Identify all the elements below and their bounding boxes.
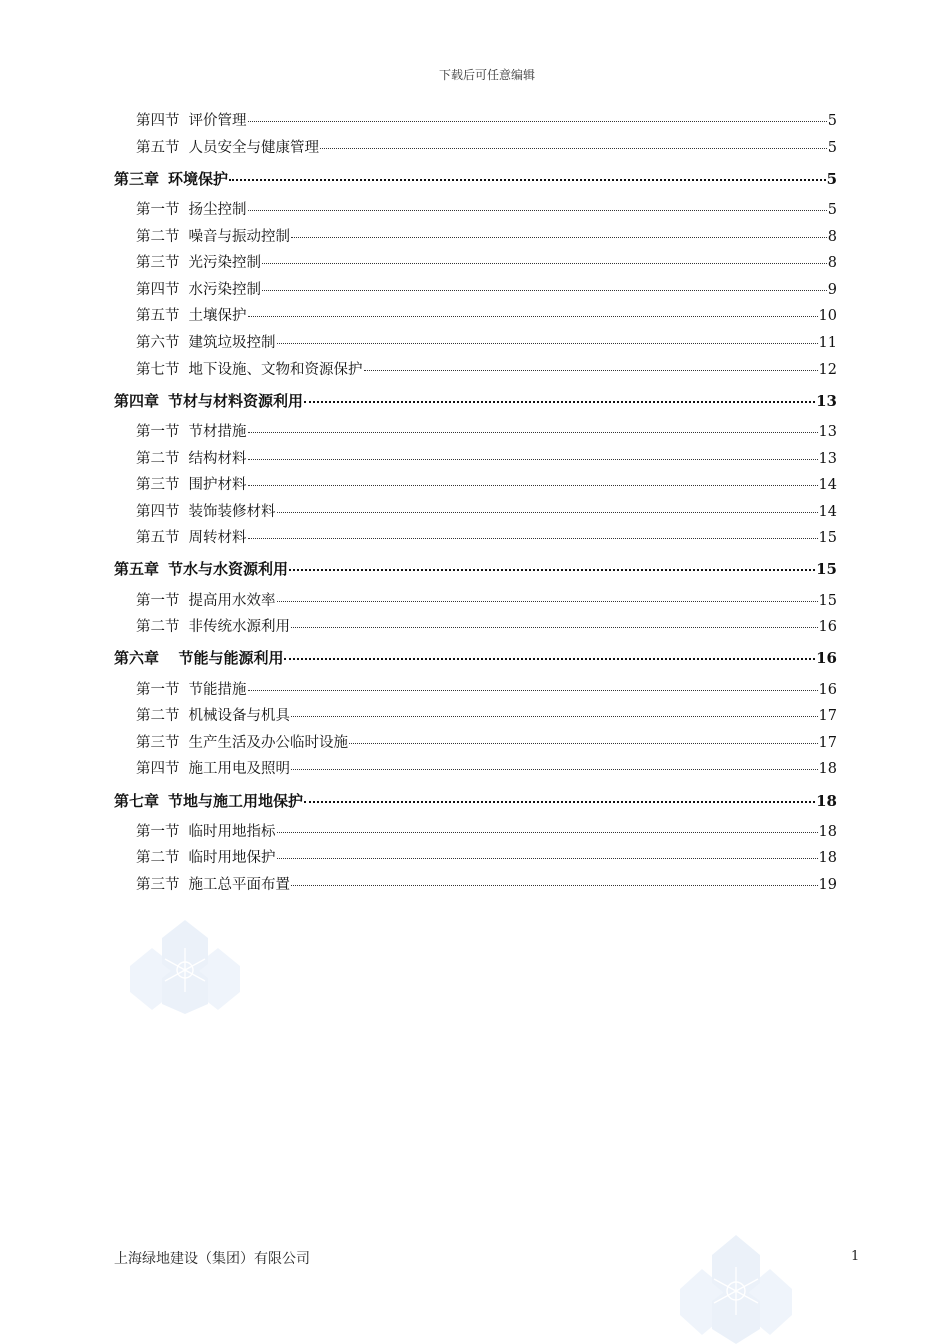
toc-section-entry[interactable] bbox=[114, 357, 837, 384]
toc-dot-leader bbox=[291, 716, 818, 717]
toc-entry-number: 第二节 bbox=[136, 450, 180, 467]
footer-company: 上海绿地建设（集团）有限公司 bbox=[114, 1251, 310, 1267]
toc-section-entry[interactable] bbox=[114, 250, 837, 277]
toc-section-entry[interactable] bbox=[114, 756, 837, 783]
toc-entry-title: 噪音与振动控制 bbox=[188, 228, 290, 245]
toc-entry-title: 节材措施 bbox=[188, 423, 247, 440]
toc-entry-title: 节能措施 bbox=[188, 681, 247, 698]
toc-entry-number: 第四节 bbox=[136, 503, 180, 520]
toc-entry-page: 15 bbox=[816, 560, 837, 579]
toc-entry-page: 19 bbox=[818, 876, 837, 893]
toc-entry-page: 5 bbox=[827, 201, 837, 218]
toc-entry-number: 第四节 bbox=[136, 281, 180, 298]
toc-entry-number: 第三节 bbox=[136, 477, 180, 494]
toc-entry-title: 节能与能源利用 bbox=[168, 649, 284, 668]
header-note: 下载后可任意编辑 bbox=[438, 68, 535, 82]
toc-entry-number: 第三节 bbox=[136, 876, 180, 893]
toc-entry-page: 16 bbox=[816, 649, 837, 668]
toc-entry-page: 5 bbox=[826, 169, 837, 188]
toc-dot-leader bbox=[277, 343, 818, 344]
toc-entry-title: 地下设施、文物和资源保护 bbox=[188, 361, 363, 378]
toc-entry-page: 15 bbox=[818, 592, 837, 609]
toc-dot-leader bbox=[289, 569, 815, 571]
toc-chapter-entry[interactable] bbox=[114, 788, 837, 815]
toc-section-entry[interactable] bbox=[114, 224, 837, 251]
toc-section-entry[interactable] bbox=[114, 499, 837, 526]
toc-entry-title: 水污染控制 bbox=[188, 281, 261, 298]
toc-chapter-entry[interactable] bbox=[114, 388, 837, 415]
toc-entry-page: 14 bbox=[818, 503, 837, 520]
watermark-flower-icon bbox=[680, 1235, 792, 1344]
toc-dot-leader bbox=[320, 148, 827, 149]
toc-entry-number: 第六节 bbox=[136, 334, 180, 351]
toc-entry-page: 18 bbox=[818, 823, 837, 840]
toc-dot-leader bbox=[262, 290, 827, 291]
toc-entry-number: 第四节 bbox=[136, 113, 180, 129]
toc-entry-title: 施工总平面布置 bbox=[188, 876, 290, 893]
toc-entry-title: 节地与施工用地保护 bbox=[168, 791, 304, 810]
toc-section-entry[interactable] bbox=[114, 330, 837, 357]
toc-entry-title: 临时用地保护 bbox=[188, 850, 276, 867]
toc-dot-leader bbox=[291, 885, 818, 886]
toc-entry-number: 第二节 bbox=[136, 228, 180, 245]
toc-section-entry[interactable] bbox=[114, 135, 837, 162]
watermark-flower-icon bbox=[130, 918, 240, 1014]
toc-dot-leader bbox=[277, 858, 818, 859]
toc-entry-title: 围护材料 bbox=[188, 477, 247, 494]
toc-entry-number: 第七章 bbox=[114, 791, 160, 810]
toc-entry-page: 17 bbox=[818, 708, 837, 725]
toc-entry-page: 18 bbox=[816, 791, 837, 810]
toc-entry-title: 土壤保护 bbox=[188, 308, 247, 325]
toc-dot-leader bbox=[364, 370, 818, 371]
toc-dot-leader bbox=[248, 459, 818, 460]
toc-dot-leader bbox=[262, 263, 827, 264]
toc-entry-number: 第一节 bbox=[136, 592, 180, 609]
toc-section-entry[interactable] bbox=[114, 677, 837, 704]
toc-entry-title: 环境保护 bbox=[168, 169, 229, 188]
toc-entry-number: 第三章 bbox=[114, 169, 160, 188]
footer-page-number: 1 bbox=[851, 1249, 860, 1264]
toc-entry-number: 第一节 bbox=[136, 681, 180, 698]
toc-entry-number: 第二节 bbox=[136, 708, 180, 725]
toc-entry-number: 第七节 bbox=[136, 361, 180, 378]
toc-section-entry[interactable] bbox=[114, 303, 837, 330]
toc-entry-title: 装饰装修材料 bbox=[188, 503, 276, 520]
toc-entry-number: 第一节 bbox=[136, 823, 180, 840]
toc-dot-leader bbox=[248, 121, 827, 122]
toc-entry-title: 结构材料 bbox=[188, 450, 247, 467]
toc-entry-number: 第三节 bbox=[136, 255, 180, 272]
toc-dot-leader bbox=[304, 801, 815, 803]
toc-section-entry[interactable] bbox=[114, 197, 837, 224]
toc-entry-page: 12 bbox=[818, 361, 837, 378]
toc-entry-page: 8 bbox=[827, 255, 837, 272]
toc-entry-number: 第五节 bbox=[136, 308, 180, 325]
toc-entry-number: 第二节 bbox=[136, 619, 180, 636]
toc-dot-leader bbox=[304, 401, 815, 403]
toc-section-entry[interactable] bbox=[114, 730, 837, 757]
toc-section-entry[interactable] bbox=[114, 525, 837, 552]
toc-entry-title: 建筑垃圾控制 bbox=[188, 334, 276, 351]
toc-dot-leader bbox=[277, 832, 818, 833]
toc-section-entry[interactable] bbox=[114, 703, 837, 730]
toc-entry-title: 光污染控制 bbox=[188, 255, 261, 272]
toc-entry-title: 施工用电及照明 bbox=[188, 761, 290, 778]
toc-entry-title: 非传统水源利用 bbox=[188, 619, 290, 636]
toc-dot-leader bbox=[248, 538, 818, 539]
toc-entry-number: 第五节 bbox=[136, 530, 180, 547]
toc-entry-number: 第一节 bbox=[136, 201, 180, 218]
toc-dot-leader bbox=[277, 601, 818, 602]
toc-dot-leader bbox=[284, 658, 815, 660]
toc-dot-leader bbox=[291, 237, 827, 238]
toc-entry-page: 5 bbox=[827, 139, 837, 156]
toc-entry-page: 5 bbox=[827, 113, 837, 129]
toc-entry-number: 第四节 bbox=[136, 761, 180, 778]
toc-entry-page: 11 bbox=[818, 334, 837, 351]
toc-entry-page: 13 bbox=[818, 450, 837, 467]
toc-entry-title: 周转材料 bbox=[188, 530, 247, 547]
toc-entry-number: 第三节 bbox=[136, 734, 180, 751]
toc-entry-page: 10 bbox=[818, 308, 837, 325]
toc-section-entry[interactable] bbox=[114, 614, 837, 641]
toc-dot-leader bbox=[248, 316, 818, 317]
toc-entry-page: 17 bbox=[818, 734, 837, 751]
toc-dot-leader bbox=[248, 210, 827, 211]
toc-entry-title: 人员安全与健康管理 bbox=[188, 139, 319, 156]
toc-entry-page: 13 bbox=[816, 391, 837, 410]
toc-entry-number: 第二节 bbox=[136, 850, 180, 867]
toc-entry-title: 节水与水资源利用 bbox=[168, 560, 289, 579]
toc-section-entry[interactable] bbox=[114, 108, 837, 135]
toc-entry-title: 评价管理 bbox=[188, 113, 247, 129]
toc-dot-leader bbox=[349, 743, 818, 744]
toc-chapter-entry[interactable] bbox=[114, 556, 837, 583]
toc-entry-page: 9 bbox=[827, 281, 837, 298]
toc-dot-leader bbox=[291, 627, 818, 628]
toc-entry-page: 16 bbox=[818, 681, 837, 698]
toc-dot-leader bbox=[277, 512, 818, 513]
toc-entry-title: 临时用地指标 bbox=[188, 823, 276, 840]
toc-section-entry[interactable] bbox=[114, 845, 837, 872]
toc-entry-page: 14 bbox=[818, 477, 837, 494]
toc-entry-number: 第五章 bbox=[114, 560, 160, 579]
toc-section-entry[interactable] bbox=[114, 472, 837, 499]
toc-section-entry[interactable] bbox=[114, 446, 837, 473]
toc-entry-page: 15 bbox=[818, 530, 837, 547]
toc-entry-page: 18 bbox=[818, 850, 837, 867]
toc-entry-number: 第六章 bbox=[114, 649, 160, 668]
toc-entry-title: 提高用水效率 bbox=[188, 592, 276, 609]
toc-entry-page: 16 bbox=[818, 619, 837, 636]
toc-section-entry[interactable] bbox=[114, 872, 837, 899]
toc-section-entry[interactable] bbox=[114, 277, 837, 304]
toc-dot-leader bbox=[248, 432, 818, 433]
toc-entry-title: 节材与材料资源利用 bbox=[168, 391, 304, 410]
toc-section-entry[interactable] bbox=[114, 819, 837, 846]
toc-entry-title: 机械设备与机具 bbox=[188, 708, 290, 725]
toc-chapter-entry[interactable] bbox=[114, 166, 837, 193]
toc-dot-leader bbox=[291, 769, 818, 770]
toc-entry-number: 第一节 bbox=[136, 423, 180, 440]
toc-entry-title: 扬尘控制 bbox=[188, 201, 247, 218]
toc-section-entry[interactable] bbox=[114, 419, 837, 446]
toc-entry-page: 8 bbox=[827, 228, 837, 245]
toc-entry-page: 18 bbox=[818, 761, 837, 778]
toc-dot-leader bbox=[248, 690, 818, 691]
toc-entry-number: 第四章 bbox=[114, 391, 160, 410]
toc-entry-title: 生产生活及办公临时设施 bbox=[188, 734, 348, 751]
toc-entry-page: 13 bbox=[818, 423, 837, 440]
toc-chapter-entry[interactable] bbox=[114, 645, 837, 672]
toc-entry-number: 第五节 bbox=[136, 139, 180, 156]
table-of-contents bbox=[114, 108, 837, 899]
toc-section-entry[interactable] bbox=[114, 588, 837, 615]
toc-dot-leader bbox=[248, 485, 818, 486]
toc-dot-leader bbox=[229, 179, 826, 181]
